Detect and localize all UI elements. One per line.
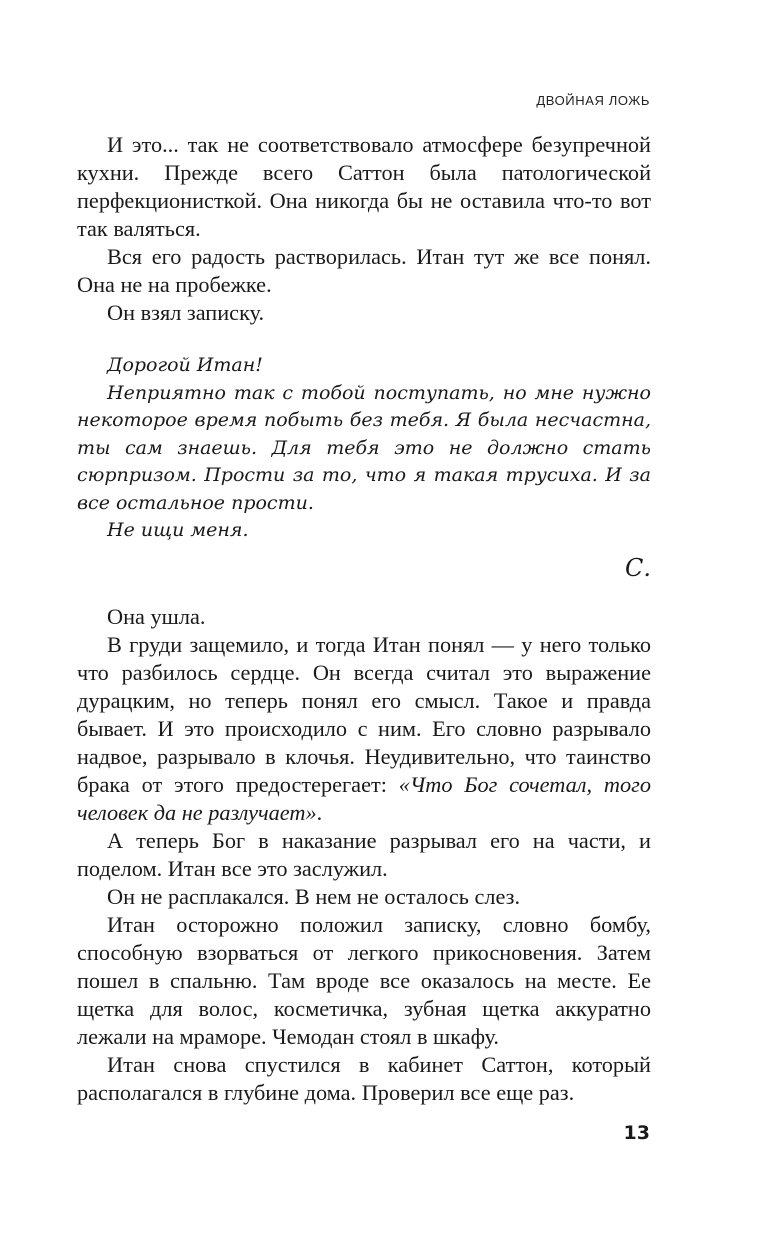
paragraph: Она ушла. bbox=[107, 604, 206, 629]
paragraph: Итан осторожно положил записку, словно бомбу, способную взорваться от легкого прикосновения. Затем пошел в спальню. Там вроде все оказалось на месте. Ее щетка для волос, косметичка, зубная щетка аккуратно лежали на мраморе. Чемодан стоял в шкафу. bbox=[77, 912, 651, 1049]
paragraph: Он взял записку. bbox=[107, 300, 265, 325]
paragraph-text: В груди защемило, и тогда Итан понял — у него только что разбилось сердце. Он всегда считал это выражение дурацким, но теперь понял его смысл. Такое и правда бывает. И это происходило с ним. Его словно разрывало надвое, разрывало в клочья. Неудивительно, что таинство брака от этого предостерегает: bbox=[77, 632, 651, 797]
paragraph: А теперь Бог в наказание разрывал его на части, и поделом. Итан все это заслужил. bbox=[77, 828, 651, 881]
letter-body: Неприятно так с тобой поступать, но мне нужно некоторое время побыть без тебя. Я была несчастна, ты сам знаешь. Для тебя это не должно стать сюрпризом. Прости за то, что я такая трусиха. И за все остальное прости. bbox=[77, 381, 651, 514]
paragraph: Вся его радость растворилась. Итан тут же все понял. Она не на пробежке. bbox=[77, 244, 651, 297]
letter-closing: Не ищи меня. bbox=[107, 519, 249, 541]
running-header: ДВОЙНАЯ ЛОЖЬ bbox=[536, 93, 650, 108]
bottom-text-block bbox=[77, 603, 651, 1107]
paragraph-end: . bbox=[316, 800, 323, 825]
letter-signature: С. bbox=[625, 553, 651, 582]
handwritten-letter bbox=[77, 352, 651, 582]
paragraph bbox=[77, 631, 651, 827]
letter-salutation: Дорогой Итан! bbox=[107, 354, 263, 376]
paragraph: Он не расплакался. В нем не осталось слез. bbox=[107, 884, 521, 909]
scripture-quote: «Что Бог сочетал, того человек да не разлучает» bbox=[77, 772, 651, 825]
top-text-block bbox=[77, 131, 651, 327]
page-number: 13 bbox=[623, 1122, 650, 1144]
paragraph: И это... так не соответствовало атмосфере безупречной кухни. Прежде всего Саттон была патологической перфекционисткой. Она никогда бы не оставила что-то вот так валяться. bbox=[77, 132, 651, 241]
paragraph: Итан снова спустился в кабинет Саттон, который располагался в глубине дома. Проверил все еще раз. bbox=[77, 1052, 651, 1105]
